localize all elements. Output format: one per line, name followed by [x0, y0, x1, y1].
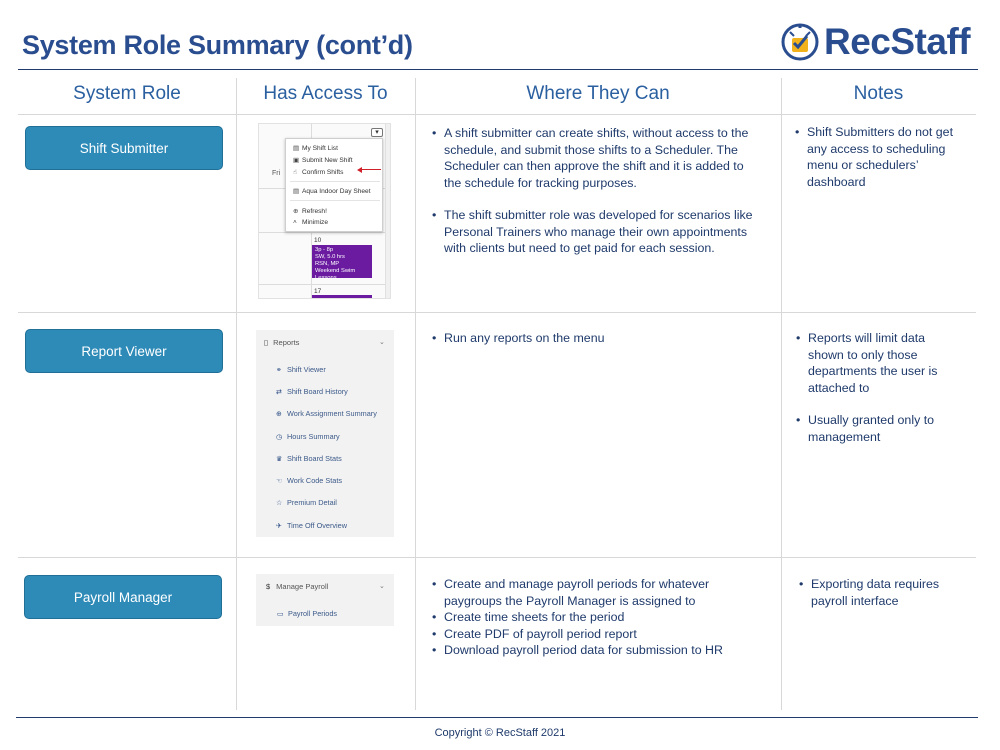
list-item: • Download payroll period data for submission to HR [432, 642, 764, 659]
row-divider [18, 312, 976, 313]
calendar-shift-event[interactable]: 3p - 8p SW, 5.0 hrs RSN, MP Weekend Swim Lessons [312, 245, 372, 278]
exchange-icon: ⇄ [276, 389, 282, 396]
clock-icon: ◷ [276, 434, 283, 441]
menu-item[interactable]: ▣ Submit New Shift [293, 157, 353, 164]
search-icon: ⊕ [293, 208, 299, 215]
calendar-shift-event[interactable] [312, 295, 372, 299]
recstaff-logo [780, 20, 970, 64]
list-item: • Run any reports on the menu [432, 330, 764, 347]
list-item: • Create and manage payroll periods for whatever paygroups the Payroll Manager is assigned to [432, 576, 764, 609]
menu-item[interactable]: ⊕ Refresh! [293, 208, 327, 215]
list-item: • Shift Submitters do not get any access to scheduling menu or schedulers’ dashboard [795, 124, 955, 190]
list-item: • The shift submitter role was developed for scenarios like Personal Trainers who manage their own appointments with clients but need to get paid for each session. [432, 207, 764, 257]
column-header-where-they-can: Where They Can [526, 83, 670, 104]
list-item: • Reports will limit data shown to only those departments the user is attached to [796, 330, 956, 396]
where-list-shift-submitter [432, 125, 764, 257]
reports-menu-header[interactable]: ▯ Reports [264, 338, 300, 347]
red-arrow-icon [357, 167, 362, 173]
list-item: • Create PDF of payroll period report [432, 626, 764, 643]
payroll-menu-item[interactable]: ▭ Payroll Periods [277, 609, 338, 618]
menu-item[interactable]: ▤ My Shift List [293, 145, 338, 152]
menu-item[interactable]: ˄ Minimize [293, 219, 329, 226]
row-divider [18, 114, 976, 115]
document-icon: ▯ [264, 338, 269, 347]
list-icon: ▤ [293, 145, 300, 152]
notes-list-payroll-manager [799, 576, 959, 609]
calendar-icon: ▣ [293, 157, 300, 164]
reports-menu-item[interactable]: ☆ Premium Detail [276, 498, 337, 507]
calendar-date: 17 [314, 288, 322, 295]
footer-divider [16, 717, 978, 718]
notes-list-report-viewer [796, 330, 956, 445]
sheet-icon: ▤ [293, 188, 300, 195]
reports-menu-item[interactable]: ♛ Shift Board Stats [276, 454, 342, 463]
payroll-menu-screenshot [256, 574, 394, 626]
credit-card-icon: ▭ [277, 611, 284, 618]
list-item: • Usually granted only to management [796, 412, 956, 445]
reports-menu-item[interactable]: ☜ Work Code Stats [276, 476, 343, 485]
column-divider [781, 78, 782, 710]
reports-menu-item[interactable]: ⊕ Work Assignment Summary [276, 409, 377, 418]
calendar-day-label: Fri [272, 170, 281, 177]
page-title: System Role Summary (cont’d) [22, 30, 413, 60]
shift-submitter-menu-screenshot [258, 123, 391, 299]
globe-icon: ⊕ [276, 411, 282, 418]
column-header-notes: Notes [853, 83, 904, 104]
list-item: • Exporting data requires payroll interface [799, 576, 959, 609]
payroll-manager-role-button[interactable]: Payroll Manager [24, 575, 222, 619]
column-header-system-role: System Role [73, 83, 181, 104]
report-viewer-role-button[interactable]: Report Viewer [25, 329, 223, 373]
column-divider [236, 78, 237, 710]
caret-up-icon: ˄ [293, 219, 297, 226]
payroll-menu-header[interactable]: $ Manage Payroll [266, 582, 329, 591]
trophy-icon: ♛ [276, 456, 283, 463]
list-item: • A shift submitter can create shifts, without access to the schedule, and submit those shifts to a Scheduler. The Scheduler can then approve the shift and it is added to the schedule for tracking purposes. [432, 125, 764, 191]
where-list-payroll-manager [432, 576, 764, 659]
chevron-down-icon[interactable]: ⌄ [379, 339, 385, 346]
reports-menu-item[interactable]: ⇄ Shift Board History [276, 387, 348, 396]
shift-submitter-role-button[interactable]: Shift Submitter [25, 126, 223, 170]
logo-text: RecStaff [824, 21, 971, 62]
star-icon: ☆ [276, 500, 283, 507]
title-divider [18, 69, 978, 70]
notes-list-shift-submitter [795, 124, 955, 190]
list-item: • Create time sheets for the period [432, 609, 764, 626]
copyright: Copyright © RecStaff 2021 [434, 727, 566, 739]
reports-menu-item[interactable]: ◷ Hours Summary [276, 432, 340, 441]
reports-menu-screenshot [256, 330, 394, 537]
plane-icon: ✈ [276, 523, 282, 530]
menu-item[interactable]: ☝ Confirm Shifts [293, 169, 344, 176]
where-list-report-viewer [432, 330, 764, 347]
thumbs-up-icon: ☝ [293, 169, 297, 176]
column-divider [415, 78, 416, 710]
binoculars-icon: ⚭ [276, 367, 282, 374]
hand-icon: ☜ [276, 478, 283, 485]
shift-dropdown-menu [285, 138, 383, 232]
calendar-date: 10 [314, 237, 322, 244]
reports-menu-item[interactable]: ⚭ Shift Viewer [276, 365, 326, 374]
dollar-icon: $ [266, 582, 271, 591]
menu-item[interactable]: ▤ Aqua Indoor Day Sheet [293, 188, 371, 195]
chevron-down-icon[interactable]: ⌄ [379, 583, 385, 590]
column-header-has-access-to: Has Access To [263, 83, 388, 104]
reports-menu-item[interactable]: ✈ Time Off Overview [276, 521, 348, 530]
scrollbar[interactable] [385, 124, 391, 299]
chevron-down-icon[interactable]: ▾ [371, 128, 383, 137]
logo-icon [780, 22, 820, 62]
row-divider [18, 557, 976, 558]
